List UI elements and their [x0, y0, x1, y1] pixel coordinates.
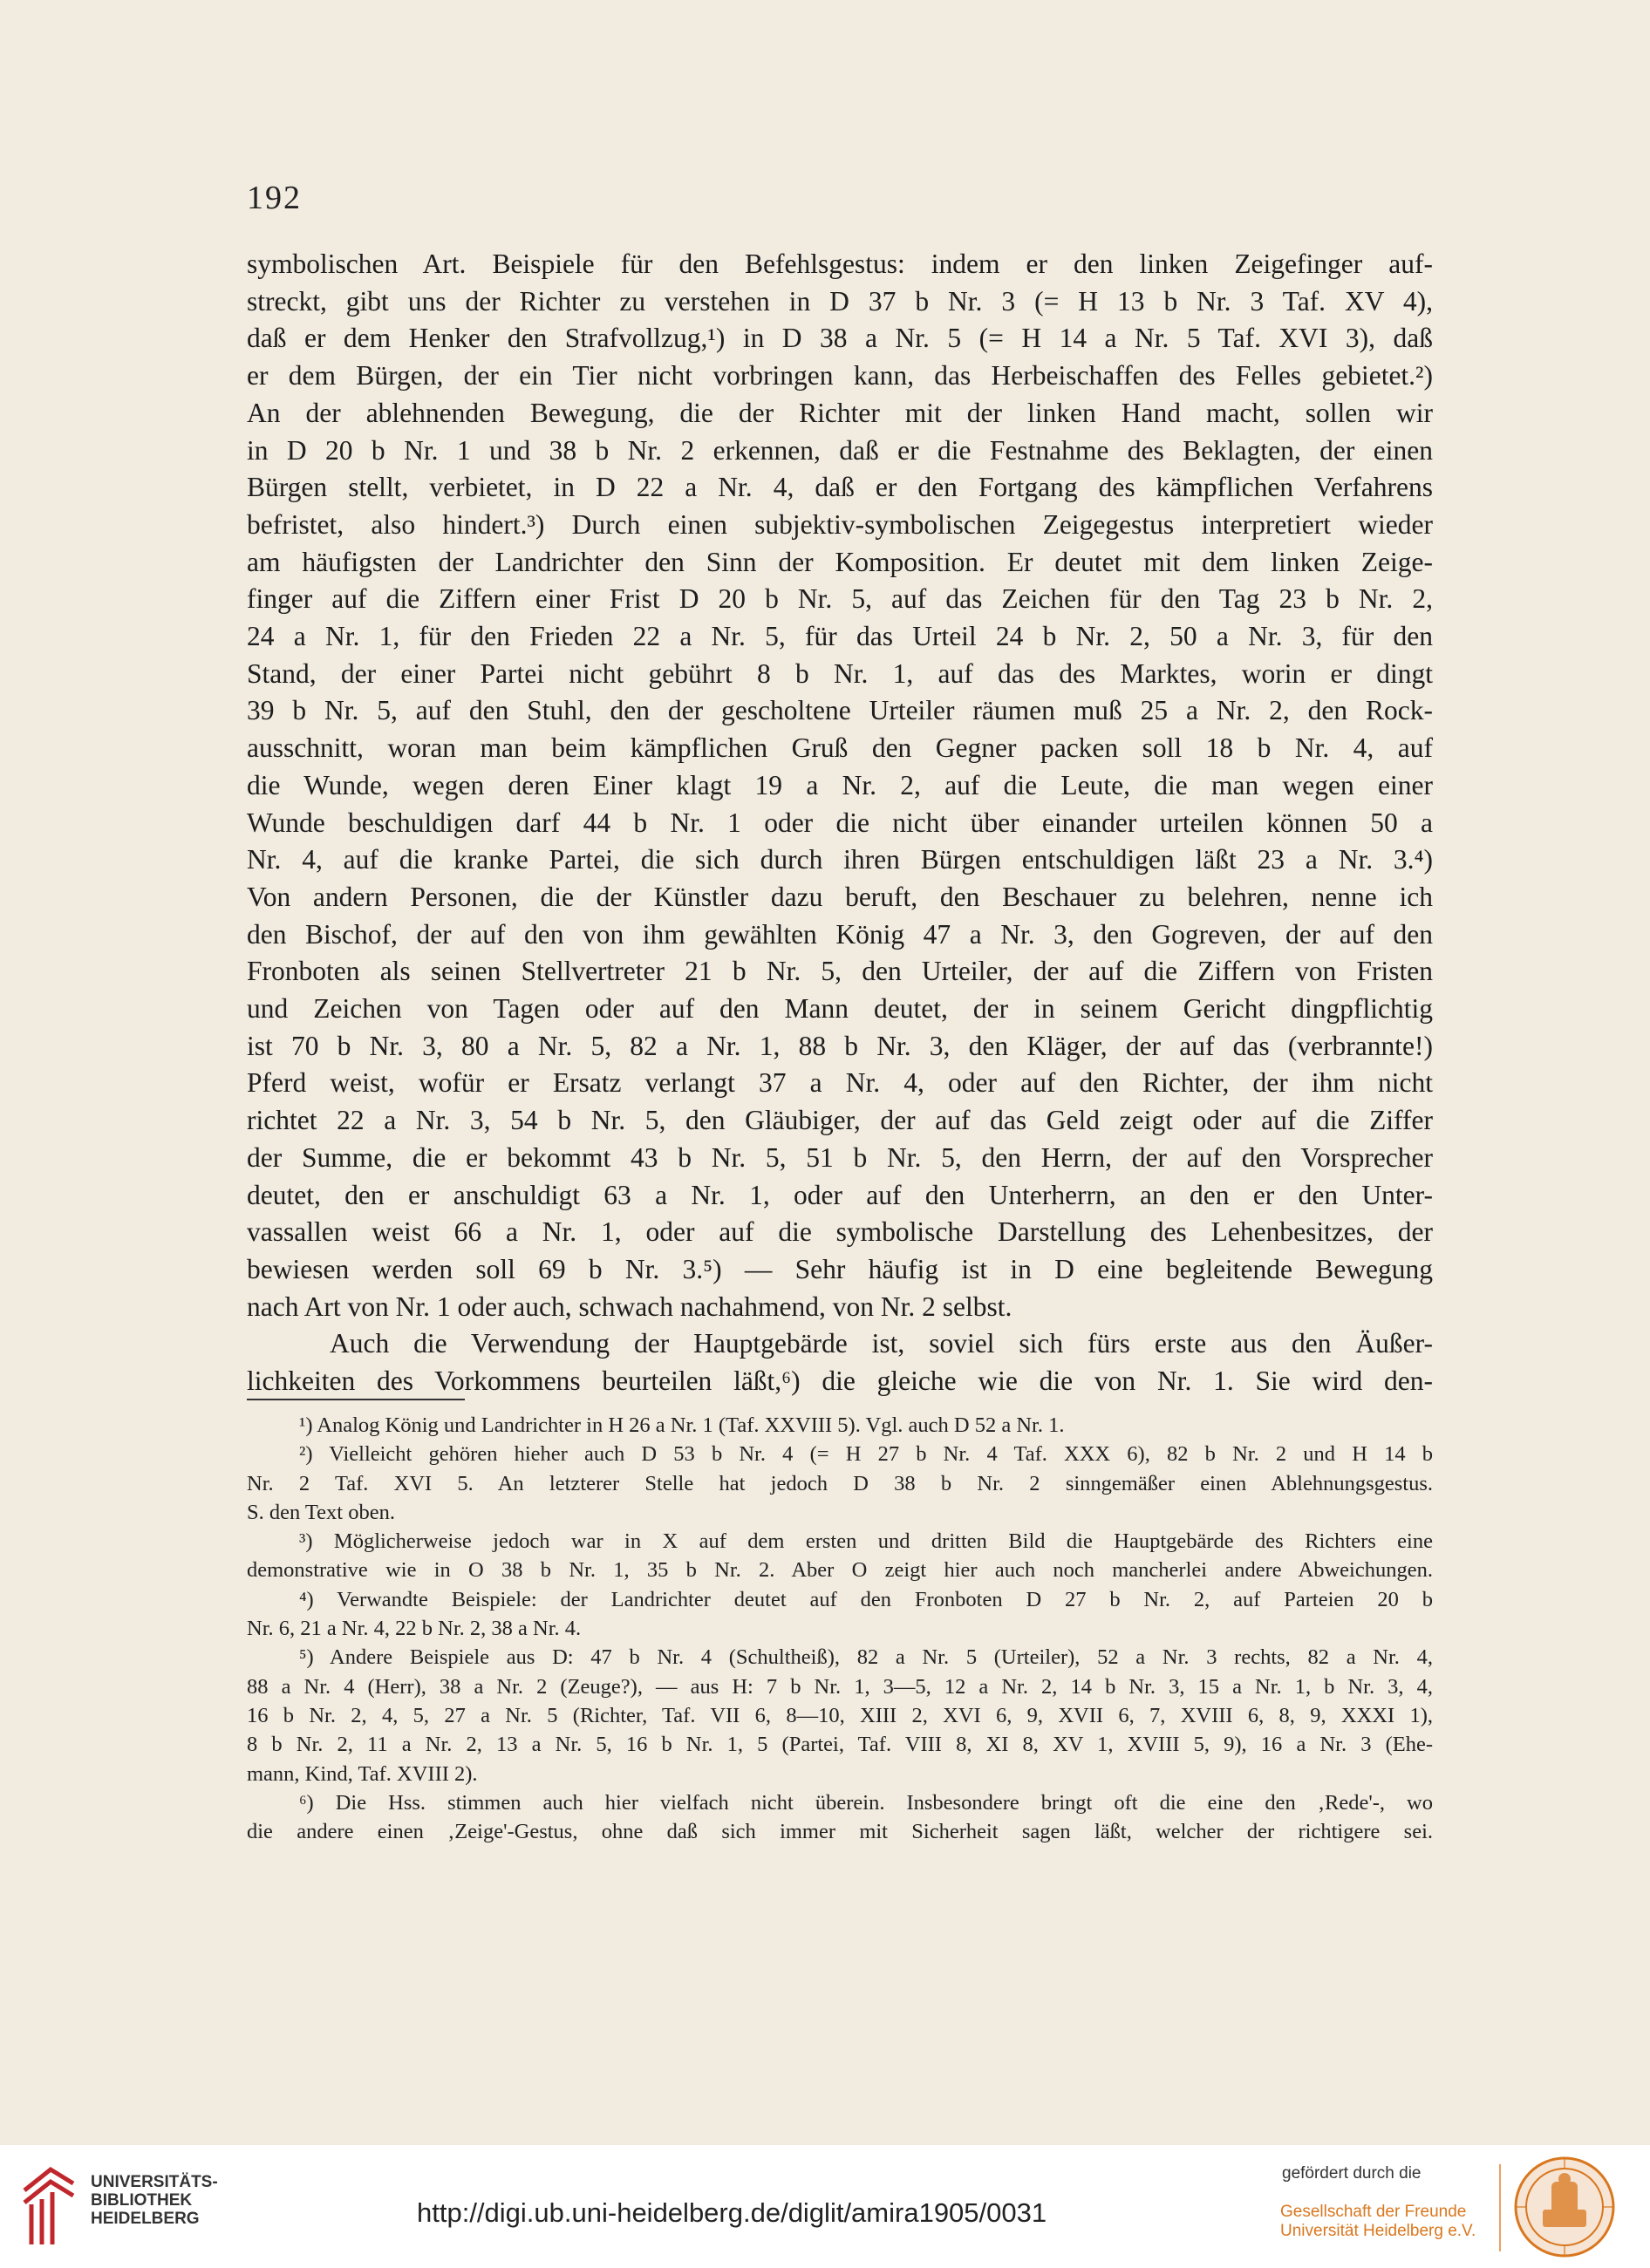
footnote-line: demonstrative wie in O 38 b Nr. 1, 35 b Nr. 2. Aber O zeigt hier auch noch mancherlei andere Abweichungen.	[247, 1558, 1433, 1583]
sponsor-name-line: Universität Heidelberg e.V.	[1280, 2222, 1476, 2240]
viewer-footer	[0, 2145, 1650, 2268]
footnote-line: mann, Kind, Taf. XVIII 2).	[247, 1761, 478, 1786]
body-line: Auch die Verwendung der Hauptgebärde ist, soviel sich fürs erste aus den Äußer-	[330, 1328, 1433, 1359]
page-number: 192	[247, 180, 302, 216]
body-text	[247, 246, 1433, 1400]
body-line: daß er dem Henker den Strafvollzug,¹) in D 38 a Nr. 5 (= H 14 a Nr. 5 Taf. XVI 3), daß	[247, 323, 1433, 354]
body-line: richtet 22 a Nr. 3, 54 b Nr. 5, den Gläubiger, der auf das Geld zeigt oder auf die Ziffer	[247, 1105, 1433, 1136]
body-line: vassallen weist 66 a Nr. 1, oder auf die symbolische Darstellung des Lehenbesitzes, der	[247, 1216, 1433, 1248]
body-line: finger auf die Ziffern einer Frist D 20 b Nr. 5, auf das Zeichen für den Tag 23 b Nr. 2,	[247, 583, 1433, 615]
body-line: er dem Bürgen, der ein Tier nicht vorbringen kann, das Herbeischaffen des Felles gebietet.²)	[247, 360, 1433, 392]
footnote-line: Nr. 6, 21 a Nr. 4, 22 b Nr. 2, 38 a Nr. 4.	[247, 1617, 582, 1641]
library-name-line: HEIDELBERG	[91, 2210, 200, 2228]
body-line: Wunde beschuldigen darf 44 b Nr. 1 oder die nicht über einander urteilen können 50 a	[247, 807, 1433, 838]
sponsor-intro: gefördert durch die	[1282, 2164, 1422, 2183]
body-line: ausschnitt, woran man beim kämpflichen Gruß den Gegner packen soll 18 b Nr. 4, auf	[247, 732, 1433, 764]
body-line: die Wunde, wegen deren Einer klagt 19 a Nr. 2, auf die Leute, die man wegen einer	[247, 769, 1433, 800]
body-line: ist 70 b Nr. 3, 80 a Nr. 5, 82 a Nr. 1, 88 b Nr. 3, den Kläger, der auf das (verbrannte!)	[247, 1030, 1433, 1061]
library-name[interactable]	[91, 2173, 218, 2228]
body-line: Bürgen stellt, verbietet, in D 22 a Nr. 4, daß er den Fortgang des kämpflichen Verfahrens	[247, 472, 1433, 503]
body-line: 39 b Nr. 5, auf den Stuhl, den der gescholtene Urteiler räumen muß 25 a Nr. 2, den Rock-	[247, 695, 1433, 726]
footnote-line: ³) Möglicherweise jedoch war in X auf dem ersten und dritten Bild die Hauptgebärde des Richters eine	[299, 1529, 1433, 1554]
sponsor-name-line: Gesellschaft der Freunde	[1280, 2203, 1467, 2221]
footnote-line: 16 b Nr. 2, 4, 5, 27 a Nr. 5 (Richter, Taf. VII 6, 8—10, XIII 2, XVI 6, 9, XVII 6, 7, XVIII 6, 8, 9, XXXI 1),	[247, 1703, 1433, 1727]
body-line: Pferd weist, wofür er Ersatz verlangt 37 a Nr. 4, oder auf den Richter, der ihm nicht	[247, 1067, 1433, 1099]
body-line: deutet, den er anschuldigt 63 a Nr. 1, oder auf den Unterherrn, an den er den Unter-	[247, 1179, 1433, 1210]
sponsor-block[interactable]	[1280, 2164, 1476, 2241]
body-line: Nr. 4, auf die kranke Partei, die sich durch ihren Bürgen entschuldigen läßt 23 a Nr. 3.⁴)	[247, 844, 1433, 875]
body-line: bewiesen werden soll 69 b Nr. 3.⁵) — Sehr häufig ist in D eine begleitende Bewegung	[247, 1253, 1433, 1284]
body-line: lichkeiten des Vorkommens beurteilen läßt,⁶) die gleiche wie die von Nr. 1. Sie wird den-	[247, 1366, 1433, 1397]
university-seal-icon[interactable]	[1513, 2156, 1616, 2258]
footnote-line: ¹) Analog König und Landrichter in H 26 a Nr. 1 (Taf. XXVIII 5). Vgl. auch D 52 a Nr. 1.	[299, 1413, 1065, 1437]
footnote-line: die andere einen ‚Zeige'-Gestus, ohne daß sich immer mit Sicherheit sagen läßt, welcher der richtigere sei.	[247, 1820, 1433, 1844]
footnote-line: 8 b Nr. 2, 11 a Nr. 2, 13 a Nr. 5, 16 b Nr. 1, 5 (Partei, Taf. VIII 8, XI 8, XV 1, XVIII 5, 9), 16 a Nr. 3 (Ehe-	[247, 1733, 1433, 1757]
body-line: am häufigsten der Landrichter den Sinn der Komposition. Er deutet mit dem linken Zeige-	[247, 546, 1433, 577]
footnote-divider	[247, 1399, 465, 1400]
footnote-line: 88 a Nr. 4 (Herr), 38 a Nr. 2 (Zeuge?), — aus H: 7 b Nr. 1, 3—5, 12 a Nr. 2, 14 b Nr. 3, 15 a Nr. 1, b Nr. 3, 4,	[247, 1674, 1433, 1699]
body-line: symbolischen Art. Beispiele für den Befehlsgestus: indem er den linken Zeigefinger auf-	[247, 249, 1433, 279]
library-name-line: UNIVERSITÄTS-	[91, 2173, 218, 2191]
footnote-line: ⁵) Andere Beispiele aus D: 47 b Nr. 4 (Schultheiß), 82 a Nr. 5 (Urteiler), 52 a Nr. 3 rechts, 82 a Nr. 4,	[299, 1645, 1433, 1670]
body-line: 24 a Nr. 1, für den Frieden 22 a Nr. 5, für das Urteil 24 b Nr. 2, 50 a Nr. 3, für den	[247, 621, 1433, 652]
body-line: nach Art von Nr. 1 oder auch, schwach nachahmend, von Nr. 2 selbst.	[247, 1291, 1012, 1322]
footnote-line: ⁴) Verwandte Beispiele: der Landrichter deutet auf den Fronboten D 27 b Nr. 2, auf Parteien 20 b	[299, 1587, 1433, 1611]
body-line: befristet, also hindert.³) Durch einen subjektiv-symbolischen Zeigegestus interpretiert wieder	[247, 508, 1433, 540]
university-library-logo-icon[interactable]	[19, 2164, 77, 2248]
footnotes	[247, 1411, 1433, 1846]
footnote-line: ²) Vielleicht gehören hieher auch D 53 b Nr. 4 (= H 27 b Nr. 4 Taf. XXX 6), 82 b Nr. 2 und H 14 b	[299, 1442, 1433, 1467]
footnote-line: S. den Text oben.	[247, 1500, 395, 1524]
body-line: in D 20 b Nr. 1 und 38 b Nr. 2 erkennen, daß er die Festnahme des Beklagten, der einen	[247, 434, 1433, 466]
body-line: den Bischof, der auf den von ihm gewählten König 47 a Nr. 3, den Gogreven, der auf den	[247, 918, 1433, 950]
body-line: der Summe, die er bekommt 43 b Nr. 5, 51 b Nr. 5, den Herrn, der auf den Vorsprecher	[247, 1141, 1433, 1173]
body-line: An der ablehnenden Bewegung, die der Richter mit der linken Hand macht, sollen wir	[247, 397, 1433, 428]
body-line: und Zeichen von Tagen oder auf den Mann deutet, der in seinem Gericht dingpflichtig	[247, 993, 1433, 1025]
sponsor-divider	[1499, 2164, 1501, 2251]
body-line: streckt, gibt uns der Richter zu verstehen in D 37 b Nr. 3 (= H 13 b Nr. 3 Taf. XV 4),	[247, 285, 1433, 317]
body-line: Von andern Personen, die der Künstler dazu beruft, den Beschauer zu belehren, nenne ich	[247, 881, 1433, 912]
sponsor-name	[1280, 2203, 1476, 2241]
permalink-url[interactable]: http://digi.ub.uni-heidelberg.de/diglit/amira1905/0031	[417, 2197, 1047, 2228]
footnote-line: ⁶) Die Hss. stimmen auch hier vielfach nicht überein. Insbesondere bringt oft die eine den ‚Rede'-, wo	[299, 1790, 1433, 1815]
body-line: Stand, der einer Partei nicht gebührt 8 b Nr. 1, auf das des Marktes, worin er dingt	[247, 657, 1433, 689]
body-line: Fronboten als seinen Stellvertreter 21 b Nr. 5, den Urteiler, der auf die Ziffern von Fristen	[247, 956, 1433, 987]
library-name-line: BIBLIOTHEK	[91, 2191, 193, 2210]
footnote-line: Nr. 2 Taf. XVI 5. An letzterer Stelle hat jedoch D 38 b Nr. 2 sinngemäßer einen Ablehnungsgestus.	[247, 1471, 1433, 1495]
